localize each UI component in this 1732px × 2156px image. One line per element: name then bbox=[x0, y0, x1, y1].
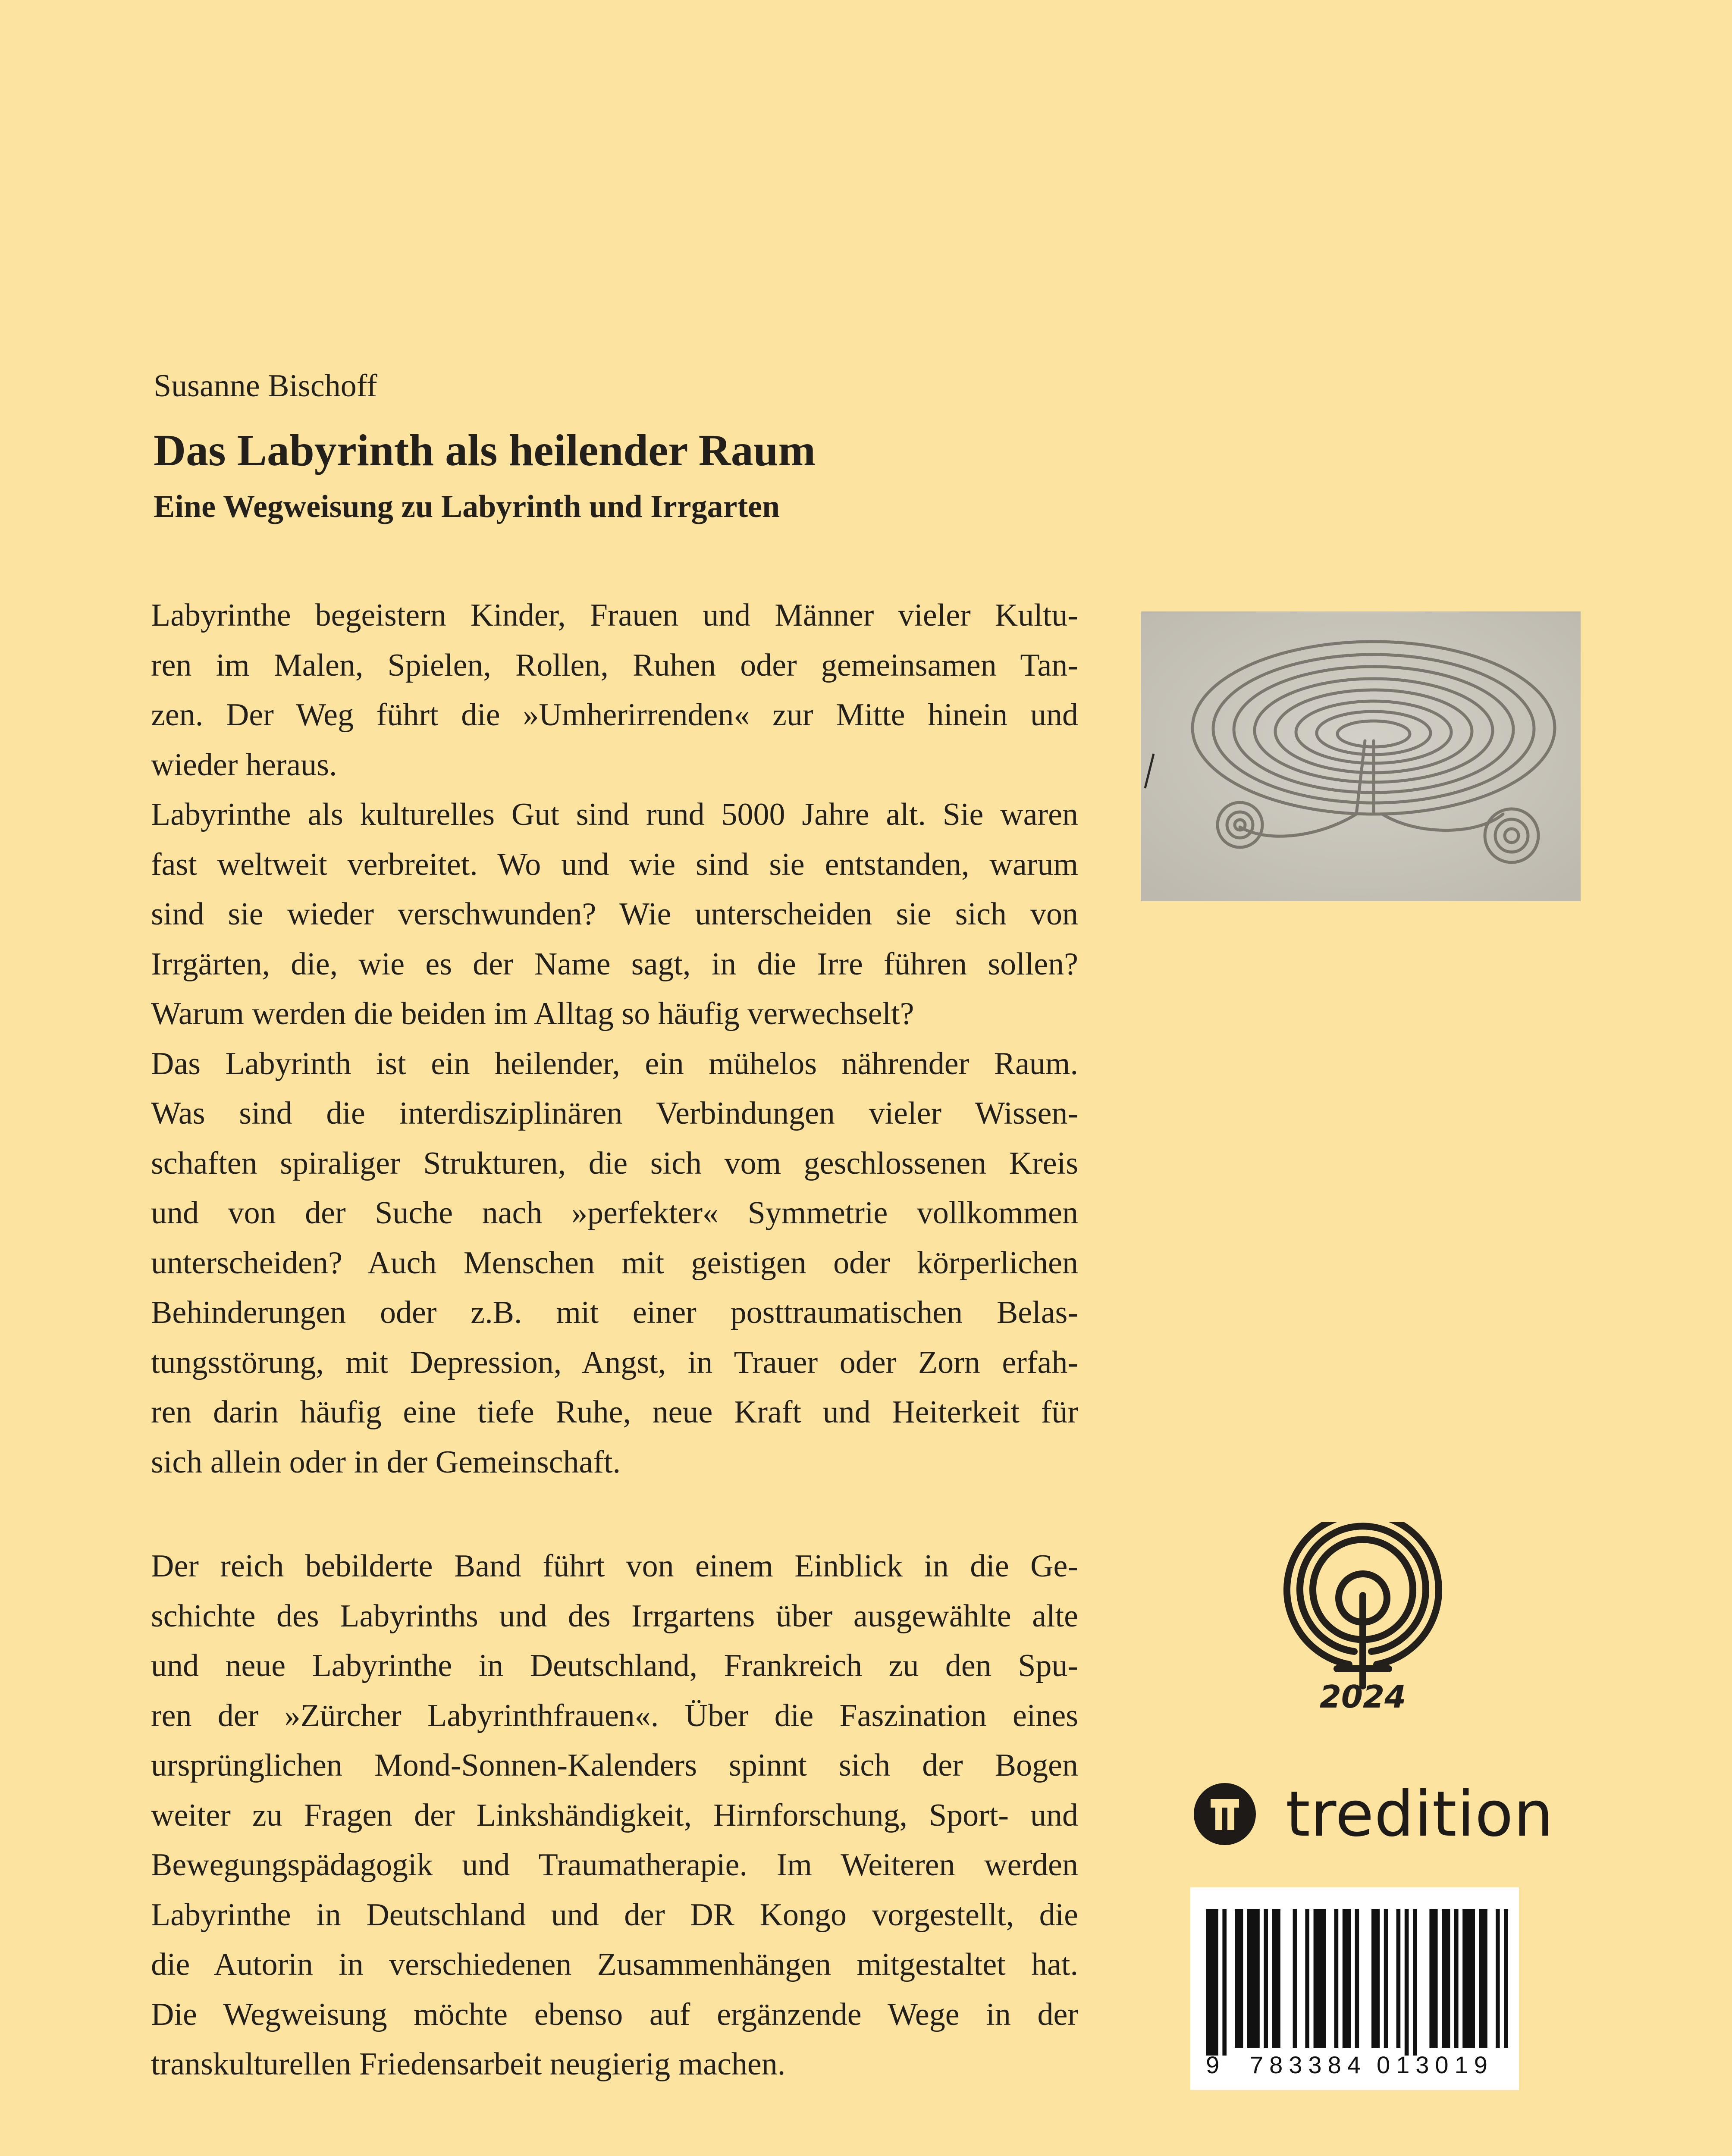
blurb-line: Behinderungen oder z.B. mit einer posttraumatischen Belas- bbox=[151, 1295, 1078, 1330]
barcode-bar bbox=[1429, 1909, 1437, 2048]
author-name: Susanne Bischoff bbox=[154, 368, 377, 404]
blurb-line: weiter zu Fragen der Linkshändigkeit, Hirnforschung, Sport- und bbox=[151, 1797, 1078, 1833]
sand-labyrinth-drawing bbox=[1141, 611, 1581, 901]
blurb-line: Labyrinthe in Deutschland und der DR Kongo vorgestellt, die bbox=[151, 1897, 1078, 1933]
blurb-line: tungsstörung, mit Depression, Angst, in Trauer oder Zorn erfah- bbox=[151, 1344, 1078, 1380]
blurb-line: ren darin häufig eine tiefe Ruhe, neue Kraft und Heiterkeit für bbox=[151, 1395, 1078, 1430]
barcode-bar bbox=[1334, 1909, 1339, 2048]
barcode-bar bbox=[1454, 1909, 1459, 2048]
barcode-bar bbox=[1222, 1909, 1227, 2056]
barcode-bar bbox=[1413, 1909, 1417, 2056]
blurb-line: ren der »Zürcher Labyrinthfrauen«. Über die Faszination eines bbox=[151, 1698, 1078, 1733]
barcode-bar bbox=[1264, 1909, 1268, 2048]
barcode-first-digit: 9 bbox=[1206, 2051, 1220, 2078]
barcode-bar bbox=[1396, 1909, 1401, 2048]
blurb-line: ursprünglichen Mond-Sonnen-Kalenders spinnt sich der Bogen bbox=[151, 1748, 1078, 1783]
barcode-bar bbox=[1235, 1909, 1243, 2048]
blurb-paragraph-1 bbox=[151, 591, 1078, 1487]
barcode-bar bbox=[1479, 1909, 1487, 2048]
book-title: Das Labyrinth als heilender Raum bbox=[154, 426, 816, 475]
barcode-bar bbox=[1496, 1909, 1500, 2048]
blurb-line: Der reich bebilderte Band führt von einem Einblick in die Ge- bbox=[151, 1548, 1078, 1584]
tredition-t-icon bbox=[1192, 1782, 1257, 1846]
barcode-bar bbox=[1371, 1909, 1380, 2048]
barcode-bar bbox=[1442, 1909, 1450, 2048]
blurb-line: und neue Labyrinthe in Deutschland, Frankreich zu den Spu- bbox=[151, 1648, 1078, 1683]
sand-labyrinth-photo bbox=[1141, 611, 1581, 901]
blurb-line: Die Wegweisung möchte ebenso auf ergänzende Wege in der bbox=[151, 1996, 1078, 2032]
publisher-name: tredition bbox=[1286, 1778, 1554, 1851]
blurb-line: Das Labyrinth ist ein heilender, ein mühelos nährender Raum. bbox=[151, 1046, 1078, 1081]
barcode-bar bbox=[1293, 1909, 1297, 2048]
labyrinth-icon bbox=[1277, 1522, 1449, 1695]
blurb-line: Irrgärten, die, wie es der Name sagt, in die Irre führen sollen? bbox=[151, 946, 1078, 982]
isbn-barcode bbox=[1190, 1887, 1519, 2090]
blurb-line: die Autorin in verschiedenen Zusammenhängen mitgestaltet hat. bbox=[151, 1947, 1078, 1982]
blurb-line: Warum werden die beiden im Alltag so häufig verwechselt? bbox=[151, 996, 914, 1031]
blurb-line: Labyrinthe als kulturelles Gut sind rund 5000 Jahre alt. Sie waren bbox=[151, 797, 1078, 832]
barcode-left-digits: 783384 bbox=[1250, 2051, 1367, 2078]
blurb-line: wieder heraus. bbox=[151, 747, 337, 783]
blurb-line: zen. Der Weg führt die »Umherirrenden« zur Mitte hinein und bbox=[151, 697, 1078, 733]
blurb-line: ren im Malen, Spielen, Rollen, Ruhen oder gemeinsamen Tan- bbox=[151, 647, 1078, 683]
blurb-paragraph-2 bbox=[151, 1542, 1078, 2090]
publisher-logo bbox=[1192, 1776, 1624, 1853]
barcode-bar bbox=[1384, 1909, 1388, 2048]
barcode-bar bbox=[1504, 1909, 1508, 2048]
barcode-right-digits: 013019 bbox=[1377, 2051, 1494, 2078]
barcode-bar bbox=[1405, 1909, 1409, 2056]
blurb-line: unterscheiden? Auch Menschen mit geistigen oder körperlichen bbox=[151, 1245, 1078, 1281]
blurb-line: sich allein oder in der Gemeinschaft. bbox=[151, 1444, 621, 1480]
blurb-line: sind sie wieder verschwunden? Wie unterscheiden sie sich von bbox=[151, 896, 1078, 932]
blurb-line: schichte des Labyrinths und des Irrgartens über ausgewählte alte bbox=[151, 1598, 1078, 1634]
barcode-bar bbox=[1272, 1909, 1280, 2048]
barcode-bar bbox=[1314, 1909, 1326, 2048]
barcode-bar bbox=[1206, 1909, 1218, 2056]
book-subtitle: Eine Wegweisung zu Labyrinth und Irrgarten bbox=[154, 489, 780, 524]
barcode-bar bbox=[1305, 1909, 1309, 2048]
barcode-bar bbox=[1355, 1909, 1359, 2048]
blurb-line: Labyrinthe begeistern Kinder, Frauen und Männer vieler Kultu- bbox=[151, 598, 1078, 633]
barcode-bar bbox=[1462, 1909, 1475, 2048]
blurb-line: schaften spiraliger Strukturen, die sich vom geschlossenen Kreis bbox=[151, 1145, 1078, 1181]
blurb-line: und von der Suche nach »perfekter« Symmetrie vollkommen bbox=[151, 1195, 1078, 1231]
blurb-line: Bewegungspädagogik und Traumatherapie. Im Weiteren werden bbox=[151, 1847, 1078, 1883]
barcode-bar bbox=[1343, 1909, 1351, 2048]
blurb-line: transkulturellen Friedensarbeit neugierig machen. bbox=[151, 2046, 786, 2082]
barcode-bar bbox=[1247, 1909, 1260, 2048]
logo-year: 2024 bbox=[1319, 1679, 1406, 1715]
blurb-line: fast weltweit verbreitet. Wo und wie sind sie entstanden, warum bbox=[151, 846, 1078, 882]
blurb-line: Was sind die interdisziplinären Verbindungen vieler Wissen- bbox=[151, 1096, 1078, 1131]
